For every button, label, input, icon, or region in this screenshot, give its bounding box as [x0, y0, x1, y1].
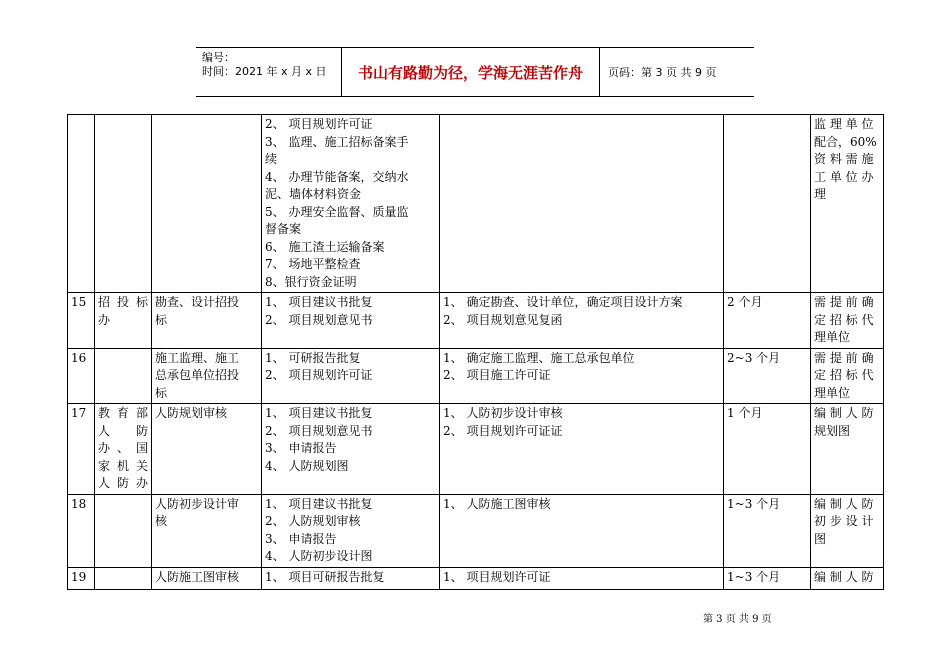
cell-docs-line: 6、 施工渣土运输备案 [265, 239, 385, 254]
cell-item [152, 494, 262, 567]
cell-time: 1~3 个月 [724, 494, 811, 567]
cell-result-line: 1、 人防施工图审核 [443, 496, 551, 511]
cell-note-line: 编 制 人 防 [814, 496, 874, 511]
cell-dept-line: 招投标 [98, 295, 148, 309]
cell-result-line: 2、 项目规划意见复函 [443, 312, 563, 327]
cell-docs-line: 1、 项目建议书批复 [265, 406, 373, 420]
cell-time [724, 115, 811, 293]
table-row [68, 348, 884, 404]
time-label: 时间：2021 年 x 月 x 日 [202, 65, 327, 78]
cell-docs-line: 3、 申请报告 [265, 441, 337, 455]
cell-result-line: 2、 项目规划许可证证 [443, 423, 563, 438]
cell-docs-line: 泥、墙体材料资金 [265, 187, 362, 201]
cell-docs-line: 督备案 [265, 222, 302, 236]
cell-dept-line: 人 防 [98, 423, 148, 438]
cell-item [152, 567, 262, 589]
cell-docs-line: 2、 项目规划意见书 [265, 312, 373, 327]
header-meta [196, 48, 342, 96]
table-row [68, 115, 884, 293]
cell-dept [95, 115, 152, 293]
cell-dept [95, 348, 152, 404]
cell-result [440, 293, 724, 349]
cell-docs-line: 3、 监理、施工招标备案手 [265, 134, 409, 149]
cell-note-line: 规划图 [814, 423, 851, 438]
cell-item [152, 348, 262, 404]
header-page-code: 页码：第 3 页 共 9 页 [608, 66, 717, 79]
cell-dept-line: 教育部 [98, 406, 148, 420]
cell-time: 1 个月 [724, 404, 811, 495]
cell-result-line: 1、 确定施工监理、施工总承包单位 [443, 350, 635, 365]
cell-no: 17 [68, 404, 95, 495]
cell-note-line: 编 制 人 防 [814, 569, 874, 584]
cell-docs-line: 1、 可研报告批复 [265, 350, 361, 365]
cell-note-line: 资 料 需 施 [814, 152, 874, 166]
cell-docs-line: 1、 项目可研报告批复 [265, 569, 385, 584]
cell-item [152, 404, 262, 495]
cell-docs-line: 3、 申请报告 [265, 531, 337, 546]
cell-docs-line: 续 [265, 152, 278, 166]
cell-dept [95, 293, 152, 349]
cell-note [811, 115, 884, 293]
cell-no: 19 [68, 567, 95, 589]
cell-docs [262, 404, 440, 495]
cell-note [811, 293, 884, 349]
cell-item-line: 人防初步设计审 [155, 496, 240, 511]
cell-no: 16 [68, 348, 95, 404]
table-row [68, 567, 884, 589]
cell-item-line: 标 [155, 385, 168, 400]
cell-item-line: 核 [155, 514, 168, 528]
cell-docs-line: 4、 人防规划图 [265, 458, 349, 473]
cell-item [152, 115, 262, 293]
cell-time: 1~3 个月 [724, 567, 811, 589]
cell-docs [262, 348, 440, 404]
cell-note-line: 需 提 前 确 [814, 350, 874, 365]
cell-docs-line: 4、 人防初步设计图 [265, 549, 373, 563]
cell-docs [262, 293, 440, 349]
cell-note-line: 定 招 标 代 [814, 368, 874, 382]
cell-note [811, 404, 884, 495]
cell-result-line: 1、 确定勘查、设计单位，确定项目设计方案 [443, 295, 683, 309]
cell-note-line: 理单位 [814, 385, 851, 400]
cell-time: 2~3 个月 [724, 348, 811, 404]
cell-note-line: 初 步 设 计 [814, 514, 874, 528]
cell-docs [262, 494, 440, 567]
cell-docs-line: 7、 场地平整检查 [265, 257, 361, 271]
cell-result [440, 115, 724, 293]
cell-dept-line: 办、国 [98, 441, 148, 455]
cell-time: 2 个月 [724, 293, 811, 349]
cell-dept-line: 办 [98, 312, 111, 327]
cell-note [811, 348, 884, 404]
cell-dept [95, 494, 152, 567]
cell-note-line: 定 招 标 代 [814, 312, 874, 327]
cell-item-line: 人防施工图审核 [155, 569, 240, 584]
cell-dept [95, 404, 152, 495]
table-row [68, 293, 884, 349]
cell-item [152, 293, 262, 349]
cell-docs-line: 4、 办理节能备案，交纳水 [265, 169, 409, 184]
cell-result [440, 567, 724, 589]
table-row [68, 494, 884, 567]
serial-label: 编号： [202, 51, 235, 64]
cell-docs [262, 567, 440, 589]
cell-item-line: 总承包单位招投 [155, 368, 240, 382]
cell-note-line: 监 理 单 位 [814, 117, 874, 131]
cell-result-line: 1、 人防初步设计审核 [443, 406, 563, 420]
cell-docs-line: 5、 办理安全监督、质量监 [265, 204, 409, 219]
table-row [68, 404, 884, 495]
cell-result [440, 494, 724, 567]
cell-dept-line: 人防办 [98, 476, 148, 490]
cell-item-line: 施工监理、施工 [155, 350, 240, 365]
cell-note-line: 图 [814, 531, 827, 546]
cell-no [68, 115, 95, 293]
cell-note-line: 配合，60% [814, 134, 877, 149]
cell-note-line: 编 制 人 防 [814, 406, 874, 420]
cell-no: 15 [68, 293, 95, 349]
header-motto: 书山有路勤为径，学海无涯苦作舟 [342, 48, 600, 96]
cell-item-line: 人防规划审核 [155, 406, 228, 420]
cell-docs-line: 2、 项目规划许可证 [265, 117, 373, 131]
cell-note [811, 567, 884, 589]
cell-docs-line: 1、 项目建议书批复 [265, 295, 373, 309]
cell-note-line: 工 单 位 办 [814, 169, 874, 184]
cell-no: 18 [68, 494, 95, 567]
cell-note-line: 理单位 [814, 330, 851, 344]
page-header [196, 47, 754, 97]
cell-note-line: 理 [814, 187, 827, 201]
cell-dept [95, 567, 152, 589]
cell-docs-line: 1、 项目建议书批复 [265, 496, 373, 511]
cell-result [440, 404, 724, 495]
page-footer: 第 3 页 共 9 页 [703, 614, 772, 625]
cell-note-line: 需 提 前 确 [814, 295, 874, 309]
cell-docs-line: 2、 人防规划审核 [265, 514, 361, 528]
approval-process-table [67, 114, 884, 590]
cell-item-line: 勘查、设计招投 [155, 295, 240, 309]
cell-docs-line: 8、银行资金证明 [265, 274, 357, 289]
cell-result [440, 348, 724, 404]
cell-result-line: 1、 项目规划许可证 [443, 569, 551, 584]
cell-docs-line: 2、 项目规划意见书 [265, 423, 373, 438]
cell-item-line: 标 [155, 312, 168, 327]
cell-docs-line: 2、 项目规划许可证 [265, 368, 373, 382]
cell-dept-line: 家机关 [98, 458, 148, 473]
cell-result-line: 2、 项目施工许可证 [443, 368, 551, 382]
cell-note [811, 494, 884, 567]
cell-docs [262, 115, 440, 293]
